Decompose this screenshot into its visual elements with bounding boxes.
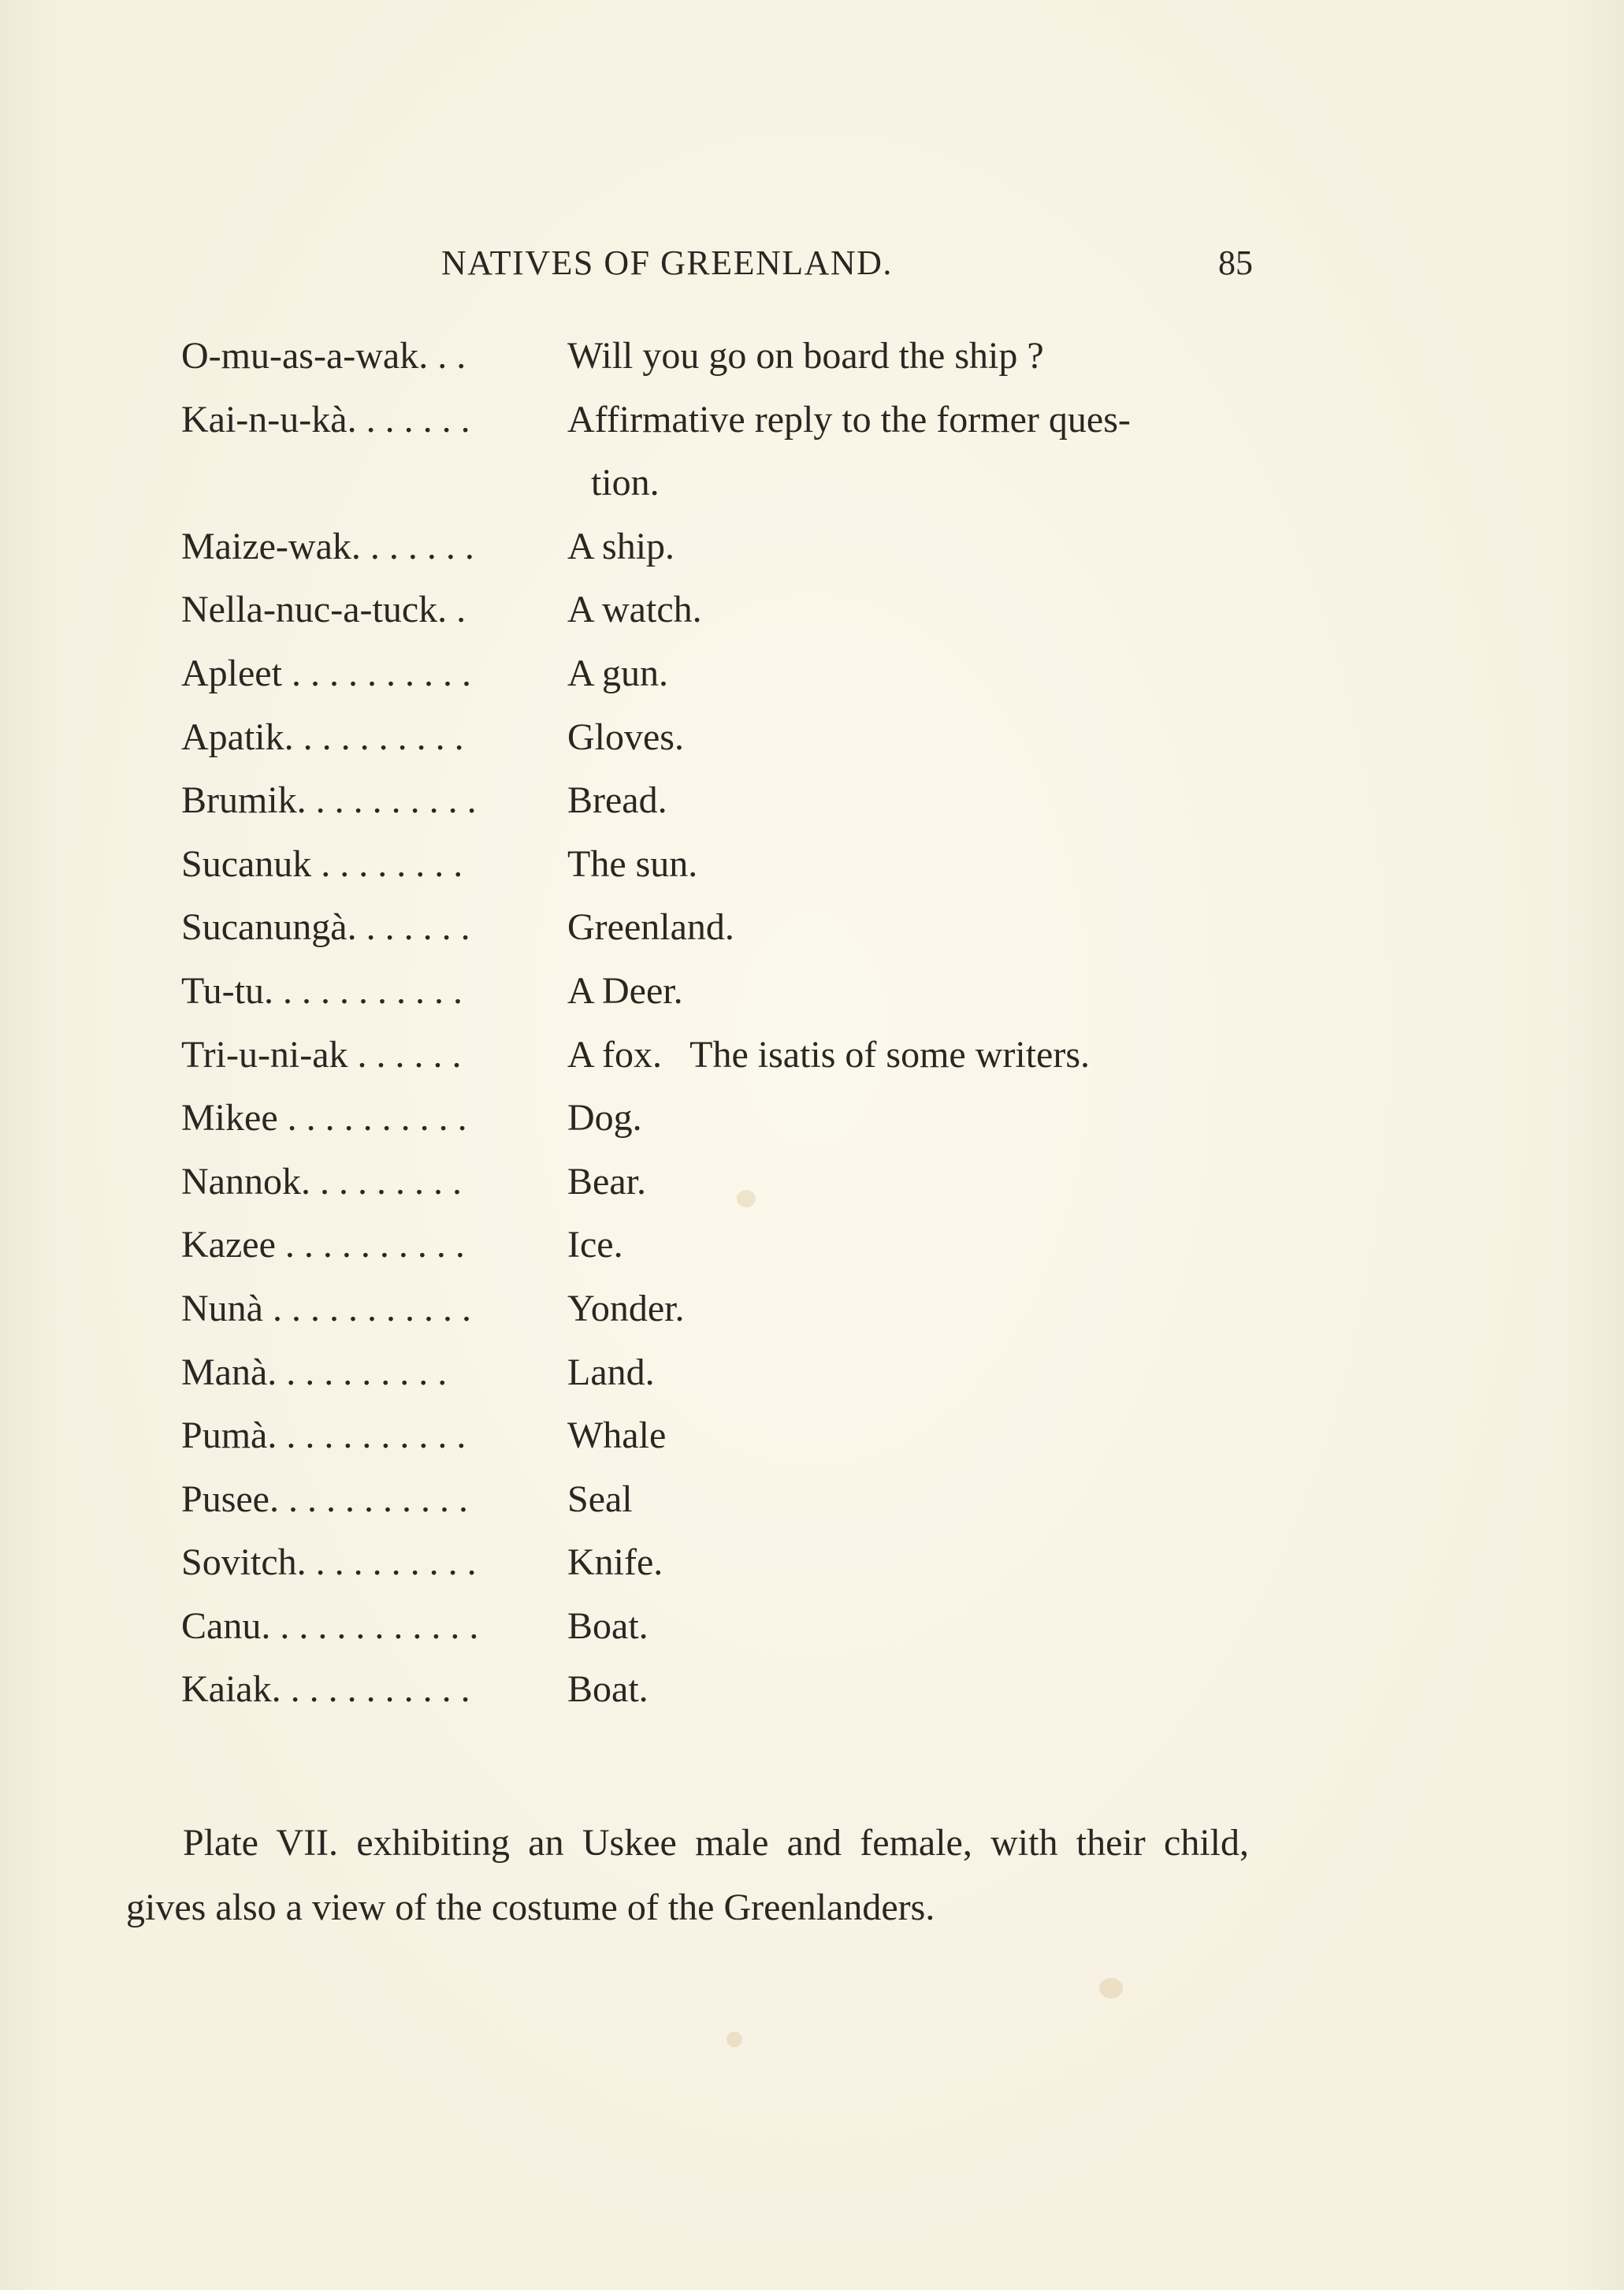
paper-stain: [737, 1190, 756, 1207]
plate-note-paragraph: Plate VII. exhibiting an Uskee male and female, with their child, gives also a view of the costume of the Greenlanders.: [126, 1822, 1249, 1928]
vocab-term: Pusee. . . . . . . . . . .: [181, 1478, 468, 1520]
vocab-entry: [181, 388, 1269, 515]
vocab-entry: [181, 833, 1269, 897]
vocab-gloss-block: [567, 388, 1269, 515]
vocabulary-list: [181, 325, 1269, 1722]
vocab-term: Pumà. . . . . . . . . . .: [181, 1415, 466, 1457]
vocab-gloss: Seal: [567, 1478, 633, 1520]
vocab-entry: [181, 1658, 1269, 1722]
vocab-gloss: Boat.: [567, 1668, 648, 1711]
vocab-gloss: Greenland.: [567, 906, 734, 949]
vocab-gloss: Affirmative reply to the former ques-: [567, 398, 1131, 441]
vocab-entry: [181, 578, 1269, 642]
vocab-term: Sucanuk . . . . . . . .: [181, 842, 463, 885]
vocab-term: O-mu-as-a-wak. . .: [181, 335, 466, 377]
vocab-term: Nunà . . . . . . . . . . .: [181, 1287, 471, 1329]
vocab-term: Nannok. . . . . . . . .: [181, 1160, 462, 1203]
page-number: 85: [1218, 243, 1253, 282]
vocab-term: Kazee . . . . . . . . . .: [181, 1224, 465, 1266]
running-title: NATIVES OF GREENLAND.: [441, 243, 893, 282]
vocab-entry: [181, 1404, 1269, 1468]
vocab-gloss: A Deer.: [567, 969, 683, 1012]
vocab-gloss: Yonder.: [567, 1287, 685, 1329]
vocab-entry: [181, 1595, 1269, 1659]
vocab-term: Tri-u-ni-ak . . . . . .: [181, 1033, 462, 1076]
vocab-entry: [181, 1468, 1269, 1532]
vocab-gloss: Gloves.: [567, 716, 684, 758]
vocab-gloss: The sun.: [567, 842, 698, 885]
vocab-gloss: A ship.: [567, 525, 675, 567]
vocab-entry: [181, 1151, 1269, 1214]
vocab-gloss: Ice.: [567, 1224, 623, 1266]
vocab-entry: [181, 769, 1269, 833]
vocab-term: Brumik. . . . . . . . . .: [181, 779, 477, 822]
vocab-entry: [181, 706, 1269, 770]
vocab-gloss: Bread.: [567, 779, 667, 822]
vocab-gloss: Knife.: [567, 1541, 663, 1584]
vocab-entry: [181, 1087, 1269, 1151]
vocab-term: Manà. . . . . . . . . .: [181, 1351, 448, 1393]
running-head: [189, 243, 1253, 290]
vocab-term: Nella-nuc-a-tuck. .: [181, 589, 466, 631]
vocab-gloss: Dog.: [567, 1097, 642, 1139]
vocab-term: Kaiak. . . . . . . . . . .: [181, 1668, 470, 1711]
vocab-term: Sovitch. . . . . . . . . .: [181, 1541, 477, 1584]
vocab-term: Canu. . . . . . . . . . . .: [181, 1604, 479, 1647]
vocab-gloss: Will you go on board the ship ?: [567, 335, 1044, 377]
vocab-gloss: A watch.: [567, 589, 702, 631]
vocab-entry: [181, 642, 1269, 706]
paper-stain: [1099, 1978, 1123, 1998]
vocab-entry: [181, 1277, 1269, 1341]
vocab-gloss: Bear.: [567, 1160, 646, 1203]
vocab-entry: [181, 960, 1269, 1024]
vocab-entry: [181, 1341, 1269, 1405]
vocab-entry: [181, 325, 1269, 388]
vocab-entry: [181, 896, 1269, 960]
vocab-term: Tu-tu. . . . . . . . . . .: [181, 969, 463, 1012]
vocab-gloss: Boat.: [567, 1604, 648, 1647]
vocab-entry: [181, 1531, 1269, 1595]
vocab-gloss: Whale: [567, 1415, 667, 1457]
vocab-gloss: A gun.: [567, 652, 669, 694]
paper-stain: [727, 2032, 742, 2047]
vocab-term: Mikee . . . . . . . . . .: [181, 1097, 467, 1139]
vocab-entry: [181, 1214, 1269, 1277]
vocab-gloss-continuation: tion.: [591, 462, 660, 504]
vocab-entry: [181, 1024, 1269, 1087]
vocab-gloss: Land.: [567, 1351, 655, 1393]
vocab-term: Maize-wak. . . . . . .: [181, 525, 474, 567]
vocab-term: Sucanungà. . . . . . .: [181, 906, 470, 949]
vocab-entry: [181, 515, 1269, 579]
vocab-term: Apleet . . . . . . . . . .: [181, 652, 471, 694]
vocab-term: Apatik. . . . . . . . . .: [181, 716, 464, 758]
vocab-term: Kai-n-u-kà. . . . . . .: [181, 398, 470, 441]
vocab-gloss: A fox. The isatis of some writers.: [567, 1033, 1091, 1076]
